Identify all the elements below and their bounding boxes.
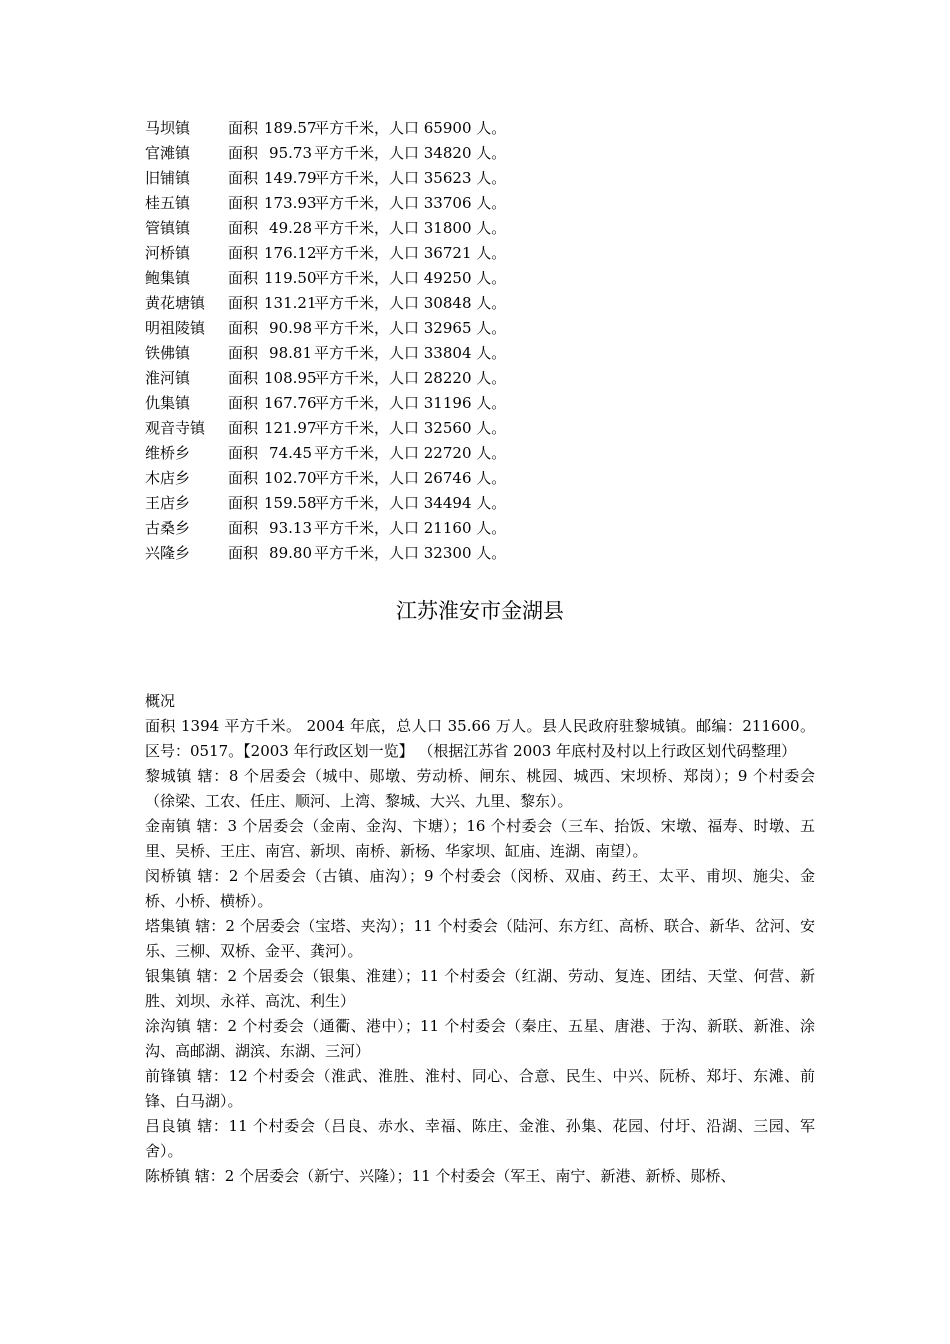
- area-value: 49.28: [269, 219, 312, 237]
- town-row: [145, 191, 815, 216]
- town-name: 观音寺镇: [145, 419, 206, 437]
- area-value: 167.76: [264, 394, 317, 412]
- area-value: 98.81: [269, 344, 312, 362]
- area-value: 159.58: [264, 494, 317, 512]
- town-name: 官滩镇: [145, 144, 191, 162]
- document-page: [145, 116, 815, 1185]
- town-name: 淮河镇: [145, 369, 191, 387]
- section-title: 江苏淮安市金湖县: [396, 599, 564, 623]
- town-row: [145, 141, 815, 166]
- paragraph: 前锋镇 辖：12 个村委会（淮武、淮胜、淮村、同心、合意、民生、中兴、阮桥、郑圩、东滩、前锋、白马湖）。: [145, 1067, 815, 1110]
- population-text: 平方千米，人口 34820 人。: [314, 144, 507, 162]
- area-label: 面积: [228, 469, 259, 487]
- area-value: 102.70: [264, 469, 317, 487]
- area-value: 119.50: [264, 269, 317, 287]
- town-row: [145, 316, 815, 341]
- town-name: 鲍集镇: [145, 269, 191, 287]
- town-name: 王店乡: [145, 494, 191, 512]
- town-name: 木店乡: [145, 469, 191, 487]
- population-text: 平方千米，人口 30848 人。: [314, 294, 507, 312]
- town-name: 古桑乡: [145, 519, 191, 537]
- town-row: [145, 291, 815, 316]
- town-name: 桂五镇: [145, 194, 191, 212]
- town-name: 黄花塘镇: [145, 294, 206, 312]
- population-text: 平方千米，人口 26746 人。: [314, 469, 507, 487]
- town-name: 旧铺镇: [145, 169, 191, 187]
- area-label: 面积: [228, 294, 259, 312]
- town-row: [145, 466, 815, 491]
- town-row: [145, 416, 815, 441]
- overview-section: [145, 689, 815, 1189]
- town-row: [145, 216, 815, 241]
- population-text: 平方千米，人口 31800 人。: [314, 219, 507, 237]
- paragraph: 银集镇 辖：2 个居委会（银集、淮建）；11 个村委会（红湖、劳动、复连、团结、天堂、何营、新胜、刘坝、永祥、高沈、利生）: [145, 967, 815, 1010]
- area-label: 面积: [228, 194, 259, 212]
- town-row: [145, 266, 815, 291]
- area-label: 面积: [228, 269, 259, 287]
- town-name: 铁佛镇: [145, 344, 191, 362]
- area-value: 89.80: [269, 544, 312, 562]
- population-text: 平方千米，人口 33804 人。: [314, 344, 507, 362]
- area-label: 面积: [228, 169, 259, 187]
- population-text: 平方千米，人口 21160 人。: [314, 519, 507, 537]
- population-text: 平方千米，人口 33706 人。: [314, 194, 507, 212]
- town-row: [145, 116, 815, 141]
- paragraph: 黎城镇 辖：8 个居委会（城中、郧墩、劳动桥、闸东、桃园、城西、宋坝桥、郑岗）；9 个村委会（徐梁、工农、任庄、顺河、上湾、黎城、大兴、九里、黎东）。: [145, 767, 815, 810]
- town-row: [145, 391, 815, 416]
- population-text: 平方千米，人口 34494 人。: [314, 494, 507, 512]
- area-label: 面积: [228, 219, 259, 237]
- area-label: 面积: [228, 369, 259, 387]
- area-value: 93.13: [269, 519, 312, 537]
- town-row: [145, 541, 815, 566]
- town-name: 兴隆乡: [145, 544, 191, 562]
- area-label: 面积: [228, 244, 259, 262]
- area-label: 面积: [228, 319, 259, 337]
- population-text: 平方千米，人口 32300 人。: [314, 544, 507, 562]
- area-label: 面积: [228, 119, 259, 137]
- town-row: [145, 441, 815, 466]
- town-name: 维桥乡: [145, 444, 191, 462]
- area-value: 90.98: [269, 319, 312, 337]
- town-list: [145, 116, 815, 566]
- population-text: 平方千米，人口 22720 人。: [314, 444, 507, 462]
- town-name: 马坝镇: [145, 119, 191, 137]
- area-value: 149.79: [264, 169, 317, 187]
- town-row: [145, 241, 815, 266]
- town-row: [145, 491, 815, 516]
- paragraph: 吕良镇 辖：11 个村委会（吕良、赤水、幸福、陈庄、金淮、孙集、花园、付圩、沿湖、三园、军舍）。: [145, 1117, 815, 1160]
- paragraph: 金南镇 辖：3 个居委会（金南、金沟、卞塘）；16 个村委会（三车、抬饭、宋墩、福寿、时墩、五里、吴桥、王庄、南宫、新坝、南桥、新杨、华家坝、缸庙、连湖、南望）。: [145, 817, 815, 860]
- area-value: 74.45: [269, 444, 312, 462]
- paragraph: 闵桥镇 辖：2 个居委会（古镇、庙沟）；9 个村委会（闵桥、双庙、药王、太平、甫坝、施尖、金桥、小桥、横桥）。: [145, 867, 815, 910]
- population-text: 平方千米，人口 32965 人。: [314, 319, 507, 337]
- town-name: 河桥镇: [145, 244, 191, 262]
- area-label: 面积: [228, 394, 259, 412]
- town-row: [145, 516, 815, 541]
- population-text: 平方千米，人口 49250 人。: [314, 269, 507, 287]
- town-row: [145, 366, 815, 391]
- population-text: 平方千米，人口 65900 人。: [314, 119, 507, 137]
- population-text: 平方千米，人口 36721 人。: [314, 244, 507, 262]
- area-value: 95.73: [269, 144, 312, 162]
- area-label: 面积: [228, 544, 259, 562]
- area-value: 131.21: [264, 294, 317, 312]
- town-name: 仇集镇: [145, 394, 191, 412]
- area-label: 面积: [228, 444, 259, 462]
- population-text: 平方千米，人口 32560 人。: [314, 419, 507, 437]
- area-value: 173.93: [264, 194, 317, 212]
- overview-heading: 概况: [145, 692, 176, 710]
- paragraph: 陈桥镇 辖：2 个居委会（新宁、兴隆）；11 个村委会（军王、南宁、新港、新桥、郧桥、: [145, 1167, 736, 1185]
- area-label: 面积: [228, 344, 259, 362]
- area-value: 121.97: [264, 419, 317, 437]
- area-value: 176.12: [264, 244, 317, 262]
- town-row: [145, 341, 815, 366]
- paragraph: 涂沟镇 辖：2 个村委会（通衢、港中）；11 个村委会（秦庄、五星、唐港、于沟、新联、新淮、涂沟、高邮湖、湖滨、东湖、三河）: [145, 1017, 815, 1060]
- paragraph: 面积 1394 平方千米。 2004 年底，总人口 35.66 万人。县人民政府驻黎城镇。邮编：211600。区号：0517。【2003 年行政区划一览】 （根据江苏省 2003 年底村及村以上行政区划代码整理）: [145, 717, 815, 760]
- population-text: 平方千米，人口 31196 人。: [314, 394, 507, 412]
- area-label: 面积: [228, 494, 259, 512]
- town-name: 明祖陵镇: [145, 319, 206, 337]
- town-name: 管镇镇: [145, 219, 191, 237]
- area-label: 面积: [228, 519, 259, 537]
- area-value: 189.57: [264, 119, 317, 137]
- paragraph: 塔集镇 辖：2 个居委会（宝塔、夹沟）；11 个村委会（陆河、东方红、高桥、联合、新华、岔河、安乐、三柳、双桥、金平、龚河）。: [145, 917, 815, 960]
- area-label: 面积: [228, 144, 259, 162]
- population-text: 平方千米，人口 28220 人。: [314, 369, 507, 387]
- town-row: [145, 166, 815, 191]
- area-label: 面积: [228, 419, 259, 437]
- population-text: 平方千米，人口 35623 人。: [314, 169, 507, 187]
- area-value: 108.95: [264, 369, 317, 387]
